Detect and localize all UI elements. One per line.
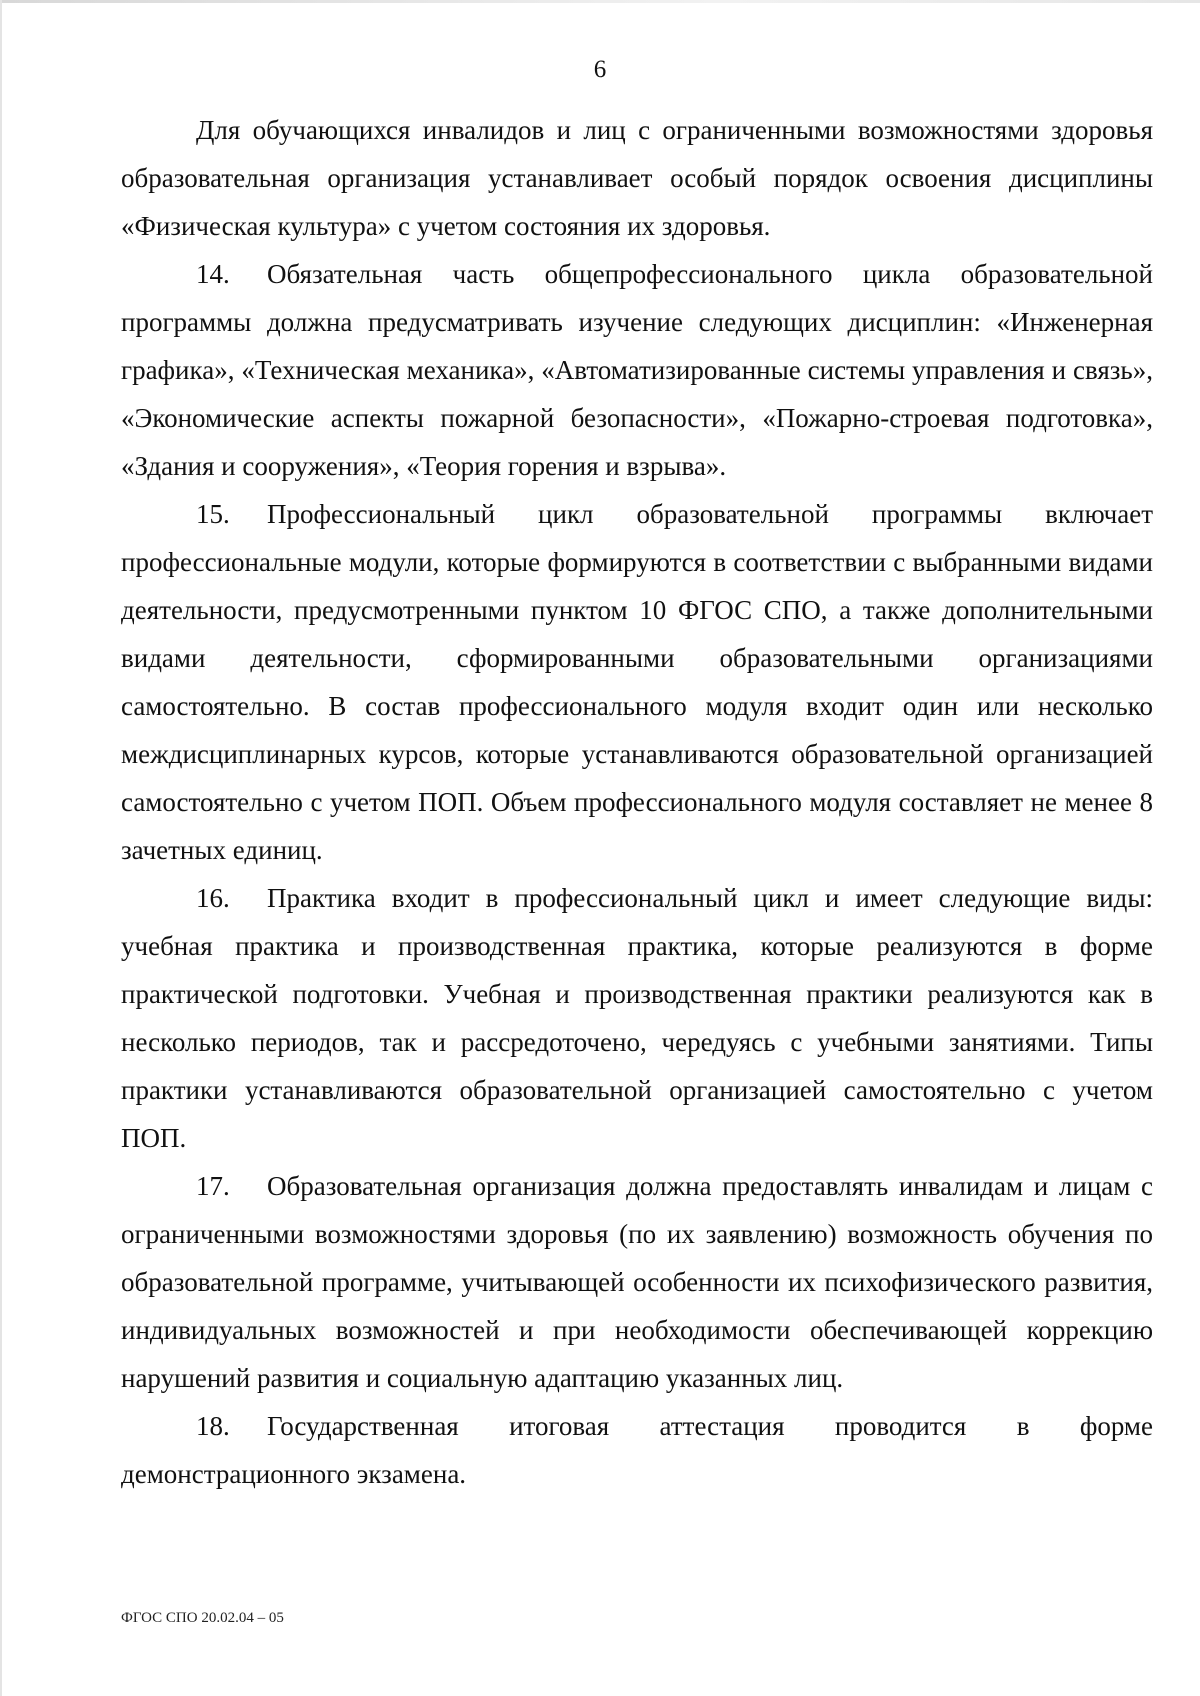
scan-edge-left <box>0 0 2 1696</box>
paragraph-17 <box>121 1162 1153 1402</box>
document-footer: ФГОС СПО 20.02.04 – 05 <box>121 1610 284 1626</box>
paragraph-14 <box>121 250 1153 490</box>
paragraph-text: Для обучающихся инвалидов и лиц с ограниченными возможностями здоровья образовательная организация устанавливает особый порядок освоения дисциплины «Физическая культура» с учетом состояния их здоровья. <box>121 115 1153 241</box>
paragraph-text: Обязательная часть общепрофессионального цикла образовательной программы должна предусматривать изучение следующих дисциплин: «Инженерная графика», «Техническая механика», «Автоматизированные системы управления и связь», «Экономические аспекты пожарной безопасности», «Пожарно-строевая подготовка», «Здания и сооружения», «Теория горения и взрыва». <box>121 259 1153 481</box>
paragraph-number: 14. <box>196 259 230 289</box>
scan-edge-top <box>0 0 1200 3</box>
paragraph-number: 15. <box>196 499 230 529</box>
document-body <box>121 106 1153 1498</box>
paragraph-number: 17. <box>196 1171 230 1201</box>
paragraph-15 <box>121 490 1153 874</box>
paragraph-text: Практика входит в профессиональный цикл и имеет следующие виды: учебная практика и производственная практика, которые реализуются в форме практической подготовки. Учебная и производственная практики реализуются как в несколько периодов, так и рассредоточено, чередуясь с учебными занятиями. Типы практики устанавливаются образовательной организацией самостоятельно с учетом ПОП. <box>121 883 1153 1153</box>
paragraph-18 <box>121 1402 1153 1498</box>
paragraph-text: Профессиональный цикл образовательной программы включает профессиональные модули, которые формируются в соответствии с выбранными видами деятельности, предусмотренными пунктом 10 ФГОС СПО, а также дополнительными видами деятельности, сформированными образовательными организациями самостоятельно. В состав профессионального модуля входит один или несколько междисциплинарных курсов, которые устанавливаются образовательной организацией самостоятельно с учетом ПОП. Объем профессионального модуля составляет не менее 8 зачетных единиц. <box>121 499 1153 865</box>
paragraph-number: 18. <box>196 1411 230 1441</box>
paragraph-16 <box>121 874 1153 1162</box>
page-number: 6 <box>593 56 607 83</box>
paragraph-text: Государственная итоговая аттестация проводится в форме демонстрационного экзамена. <box>121 1411 1153 1489</box>
paragraph-text: Образовательная организация должна предоставлять инвалидам и лицам с ограниченными возможностями здоровья (по их заявлению) возможность обучения по образовательной программе, учитывающей особенности их психофизического развития, индивидуальных возможностей и при необходимости обеспечивающей коррекцию нарушений развития и социальную адаптацию указанных лиц. <box>121 1171 1153 1393</box>
paragraph-intro <box>121 106 1153 250</box>
paragraph-number: 16. <box>196 883 230 913</box>
